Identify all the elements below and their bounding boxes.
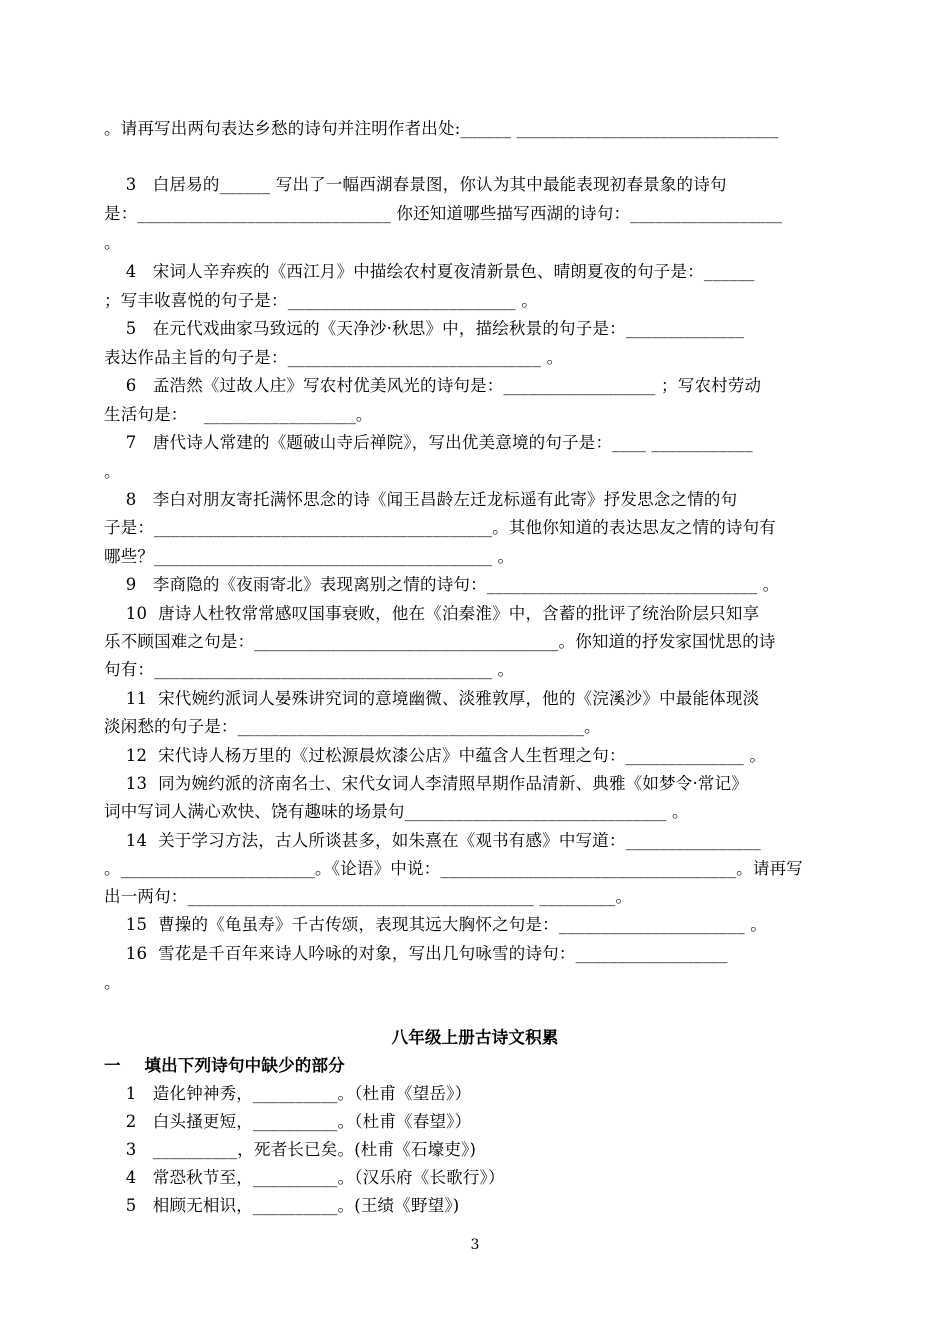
body-line: 哪些？________________________________________ 。 bbox=[104, 547, 515, 566]
body-line: 。_______________________。《论语》中说：___________________________________。请再写 bbox=[104, 859, 803, 878]
body-line: 。 bbox=[104, 973, 121, 992]
body-line: 8 李白对朋友寄托满怀思念的诗《闻王昌龄左迁龙标遥有此寄》抒发思念之情的句 bbox=[104, 490, 738, 509]
body-line: 词中写词人满心欢快、饶有趣味的场景句_______________________________ 。 bbox=[104, 802, 689, 821]
body-line: 14 关于学习方法，古人所谈甚多，如朱熹在《观书有感》中写道：________________ bbox=[104, 831, 761, 850]
fill-item: 4 常恐秋节至，__________。（汉乐府《长歌行》） bbox=[104, 1168, 505, 1187]
page-number: 3 bbox=[470, 1237, 480, 1253]
body-line: 13 同为婉约派的济南名士、宋代女词人李清照早期作品清新、典雅《如梦令·常记》 bbox=[104, 774, 749, 793]
fill-item: 2 白头搔更短，__________。（杜甫《春望》） bbox=[104, 1112, 472, 1131]
body-line: 7 唐代诗人常建的《题破山寺后禅院》，写出优美意境的句子是：____ ____________ bbox=[104, 433, 753, 452]
body-line: 子是：________________________________________。其他你知道的表达思友之情的诗句有 bbox=[104, 518, 776, 537]
body-line: 乐不顾国难之句是：____________________________________。你知道的抒发家国忧思的诗 bbox=[104, 632, 776, 651]
body-line: 11 宋代婉约派词人晏殊讲究词的意境幽微、淡雅敦厚，他的《浣溪沙》中最能体现淡 bbox=[104, 689, 760, 708]
body-line: 是：______________________________ 你还知道哪些描写西湖的诗句：__________________ bbox=[104, 204, 783, 223]
body-line: 表达作品主旨的句子是：______________________________ 。 bbox=[104, 348, 564, 367]
body-line: 生活句是： __________________。 bbox=[104, 405, 373, 424]
fill-item: 3 __________，死者长已矣。(杜甫《石壕吏》) bbox=[104, 1140, 477, 1159]
fill-item: 1 造化钟神秀，__________。（杜甫《望岳》） bbox=[104, 1084, 472, 1103]
body-line: 5 在元代戏曲家马致远的《天净沙·秋思》中，描绘秋景的句子是：______________ bbox=[104, 319, 745, 338]
section-title: 八年级上册古诗文积累 bbox=[391, 1028, 559, 1047]
body-line: 12 宋代诗人杨万里的《过松源晨炊漆公店》中蕴含人生哲理之句：______________ 。 bbox=[104, 746, 767, 765]
body-line: 4 宋词人辛弃疾的《西江月》中描绘农村夏夜清新景色、晴朗夏夜的句子是：______ bbox=[104, 262, 755, 281]
body-line: 10 唐诗人杜牧常常感叹国事衰败，他在《泊秦淮》中，含蓄的批评了统治阶层只知享 bbox=[104, 604, 760, 623]
body-line: 6 孟浩然《过故人庄》写农村优美风光的诗句是：__________________ ；写农村劳动 bbox=[104, 376, 762, 395]
fill-item: 5 相顾无相识，__________。(王绩《野望》) bbox=[104, 1196, 460, 1215]
body-line: 16 雪花是千百年来诗人吟咏的对象，写出几句咏雪的诗句：__________________ bbox=[104, 944, 728, 963]
body-line: 。 bbox=[104, 233, 121, 252]
section-heading: 一 填出下列诗句中缺少的部分 bbox=[104, 1056, 345, 1075]
body-line: 3 白居易的______ 写出了一幅西湖春景图，你认为其中最能表现初春景象的诗句 bbox=[104, 175, 727, 194]
body-line: 9 李商隐的《夜雨寄北》表现离别之情的诗句：________________________________ 。 bbox=[104, 575, 780, 594]
body-line: ；写丰收喜悦的句子是：___________________________ 。 bbox=[104, 291, 538, 310]
body-line: 淡闲愁的句子是：_________________________________________。 bbox=[104, 717, 601, 736]
body-line: 出一两句：_________________________________________ _________。 bbox=[104, 887, 633, 906]
body-line: 。请再写出两句表达乡愁的诗句并注明作者出处:______ _______________________________ bbox=[104, 119, 779, 138]
body-line: 15 曹操的《龟虽寿》千古传颂，表现其远大胸怀之句是：______________________ 。 bbox=[104, 915, 767, 934]
body-line: 。 bbox=[104, 462, 121, 481]
body-line: 句有：________________________________________ 。 bbox=[104, 660, 515, 679]
